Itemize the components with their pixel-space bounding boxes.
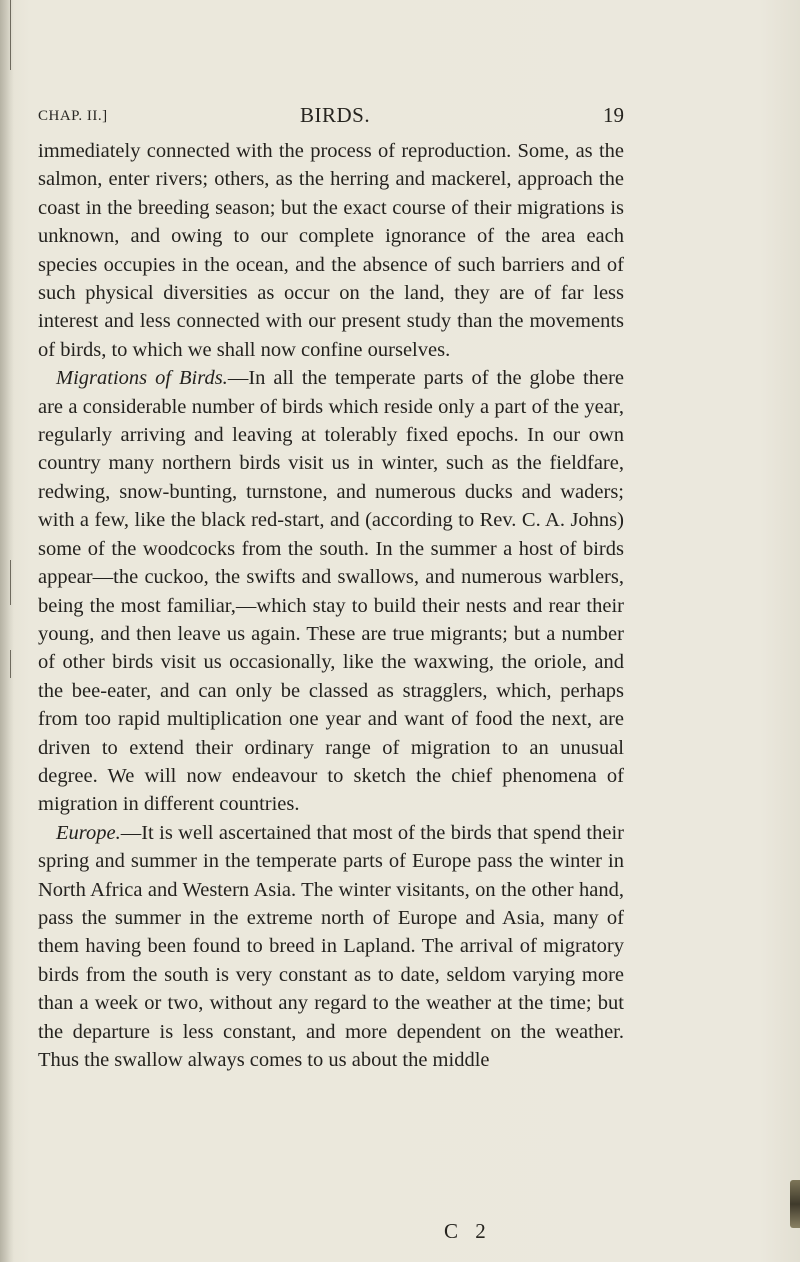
section-heading-migrations: Migrations of Birds. [56,367,228,390]
paragraph-migrations [38,364,624,819]
chapter-label: CHAP. II.] [38,108,108,124]
page-number: 19 [603,103,624,127]
page-tab-marker [790,1180,800,1228]
paragraph-continued: immediately connected with the process of reproduction. Some, as the salmon, enter rivers; others, as the herring and mackerel, approach the coast in the breeding season; but the exact course of their migrations is unknown, and owing to our complete ignorance of the area each species occupies in the ocean, and the absence of such barriers and of such physical diversities as occur on the land, they are of far less interest and less connected with our present study than the movements of birds, to which we shall now confine ourselves. [38,140,624,361]
paragraph-europe-text: —It is well ascertained that most of the birds that spend their spring and summer in the temperate parts of Europe pass the winter in North Africa and Western Asia. The winter visitants, on the other hand, pass the summer in the extreme north of Europe and Asia, many of them having been found to breed in Lapland. The arrival of migratory birds from the south is very constant as to date, seldom varying more than a week or two, without any regard to the weather at the time; but the departure is less constant, and more dependent on the weather. Thus the swallow always comes to us about the middle [38,821,624,1071]
paragraph-migrations-text: —In all the temperate parts of the globe there are a considerable number of birds which reside only a part of the year, regularly arriving and leaving at tolerably fixed epochs. In our own country many northern birds visit us in winter, such as the fieldfare, redwing, snow-bunting, turnstone, and numerous ducks and waders; with a few, like the black red-start, and (according to Rev. C. A. Johns) some of the woodcocks from the south. In the summer a host of birds appear—the cuckoo, the swifts and swallows, and numerous warblers, being the most familiar,—which stay to build their nests and rear their young, and then leave us again. These are true migrants; but a number of other birds visit us occasionally, like the waxwing, the oriole, and the bee-eater, and can only be classed as stragglers, which, perhaps from too rapid multiplication one year and want of food the next, are driven to extend their ordinary range of migration to an unusual degree. We will now endeavour to sketch the chief phenomena of migration in different countries. [38,367,625,816]
binding-shadow [0,0,14,1262]
gutter-edge-line [10,650,11,678]
body-text [38,137,624,1074]
running-header [38,100,624,134]
gutter-edge-line [10,0,11,70]
paragraph-europe [38,819,624,1075]
gutter-edge-line [10,560,11,605]
running-title: BIRDS. [300,103,371,127]
section-heading-europe: Europe. [56,821,121,844]
signature-mark: C 2 [444,1219,492,1243]
